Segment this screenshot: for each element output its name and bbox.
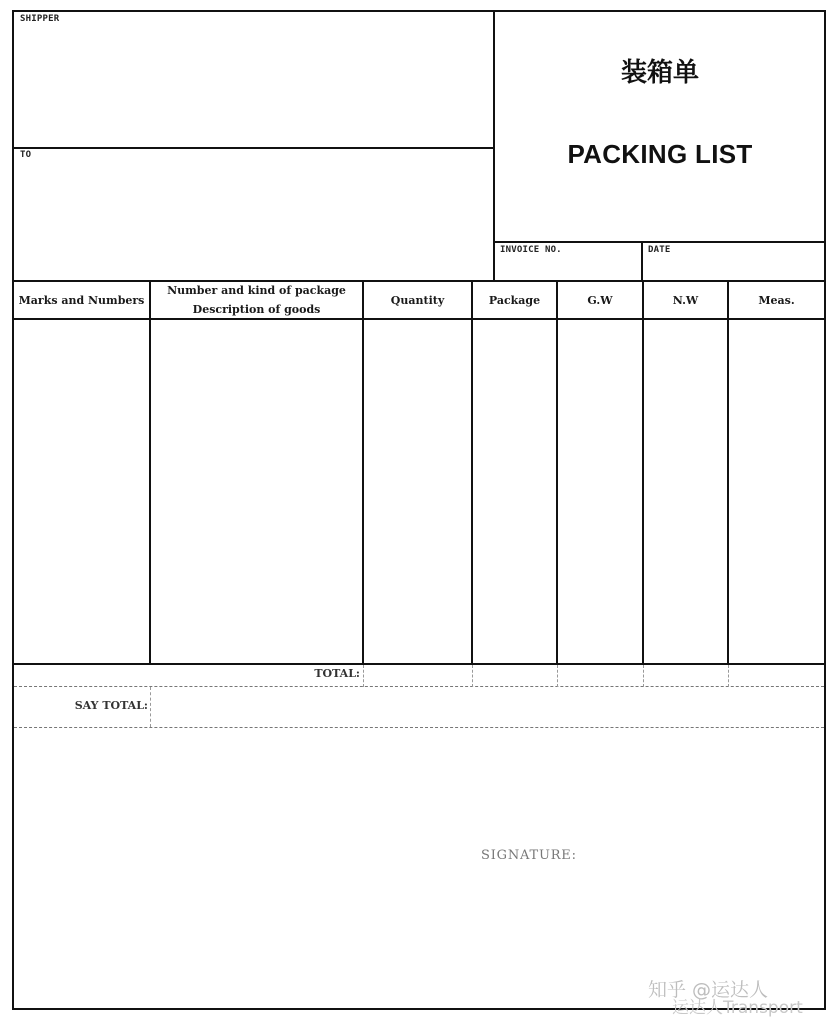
total-col-divider-6 xyxy=(728,665,729,687)
title-chinese: 装箱单 xyxy=(620,58,699,88)
shipper-label: SHIPPER xyxy=(20,14,60,24)
col-header-net-weight: N.W xyxy=(672,293,699,307)
total-col-divider-4 xyxy=(557,665,558,687)
total-col-divider-5 xyxy=(643,665,644,687)
invoice-date-divider xyxy=(641,242,643,281)
date-label: DATE xyxy=(648,245,671,255)
column-header-rule xyxy=(12,318,826,320)
col-divider-2 xyxy=(362,281,364,664)
col-divider-5 xyxy=(642,281,644,664)
body-bottom-rule xyxy=(12,663,826,665)
say-total-row-rule xyxy=(14,727,824,728)
watermark-zhihu: 知乎 @运达人 xyxy=(648,979,769,1001)
col-header-package-description xyxy=(151,281,362,319)
col-header-quantity: Quantity xyxy=(390,293,445,307)
shipper-bottom-rule xyxy=(12,147,495,149)
title-bottom-rule xyxy=(494,241,826,243)
to-label: TO xyxy=(20,150,32,160)
col-header-package-line: Number and kind of package xyxy=(167,284,346,297)
total-label: TOTAL: xyxy=(314,667,360,680)
col-header-measurement: Meas. xyxy=(758,293,795,307)
col-divider-6 xyxy=(727,281,729,664)
col-divider-3 xyxy=(471,281,473,664)
total-col-divider-3 xyxy=(472,665,473,687)
total-col-divider-2 xyxy=(363,665,364,687)
col-divider-1 xyxy=(149,281,151,664)
col-header-marks: Marks and Numbers xyxy=(18,293,145,307)
col-divider-4 xyxy=(556,281,558,664)
total-row-rule xyxy=(14,686,824,687)
col-header-package: Package xyxy=(488,293,541,307)
signature-label: SIGNATURE: xyxy=(481,848,577,863)
col-header-description-line: Description of goods xyxy=(192,303,321,316)
say-total-divider xyxy=(150,687,151,727)
page-title: PACKING LIST xyxy=(567,139,753,169)
say-total-label: SAY TOTAL: xyxy=(74,699,148,712)
watermark-transport: 运达人Transport xyxy=(672,998,803,1018)
col-header-gross-weight: G.W xyxy=(587,293,613,307)
invoice-no-label: INVOICE NO. xyxy=(500,245,562,255)
